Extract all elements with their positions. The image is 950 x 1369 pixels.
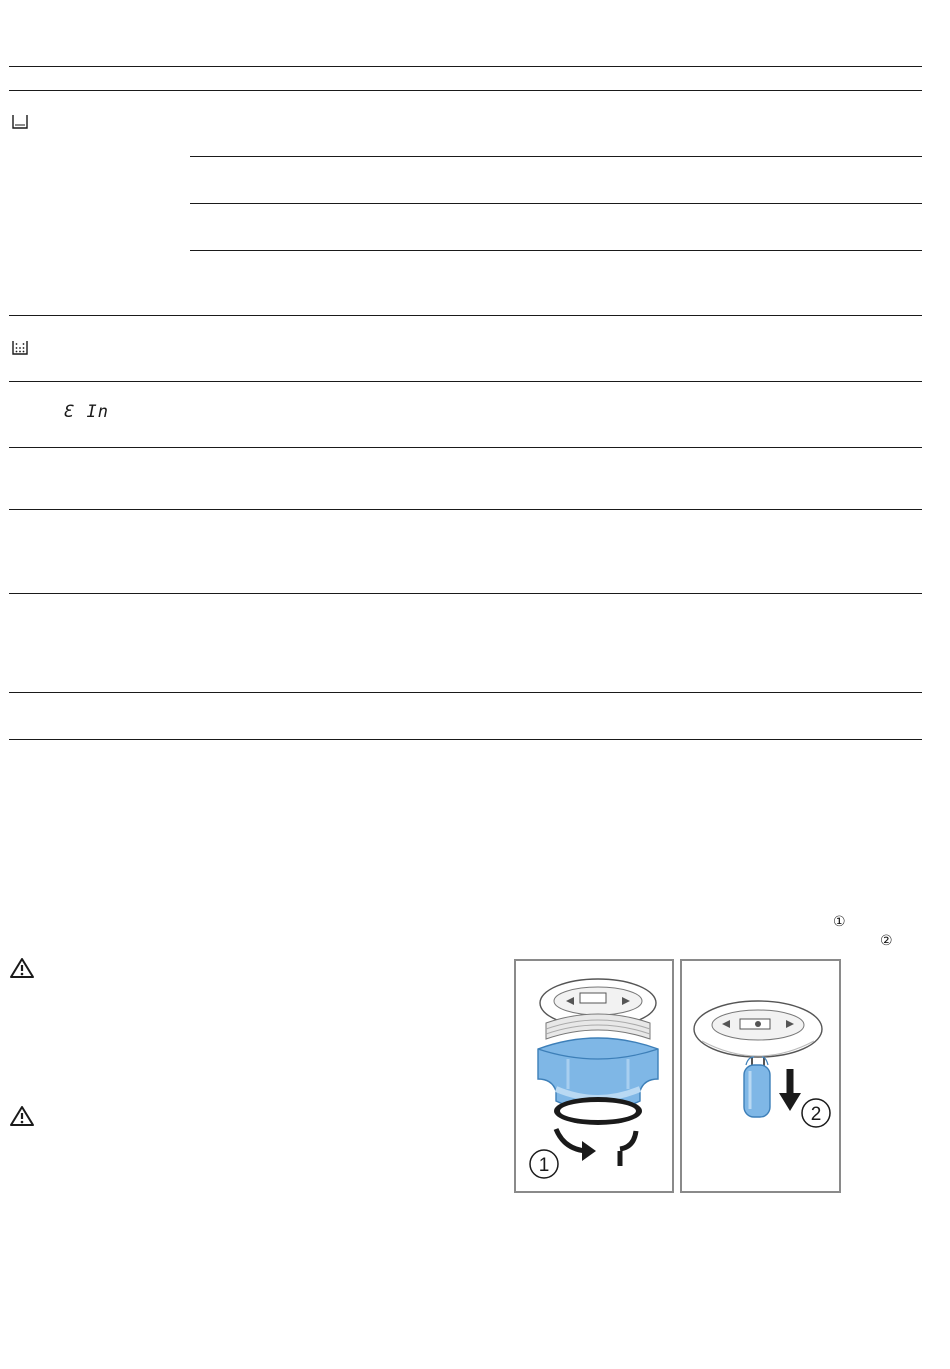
figure-panel-pull-bulb — [680, 959, 841, 1193]
table-subrow-rule — [190, 250, 922, 251]
table-header-rule — [9, 90, 922, 91]
table-row-rule — [9, 509, 922, 510]
lamp-cover-unscrew-icon — [516, 961, 672, 1191]
table-row-rule — [9, 447, 922, 448]
water-tank-scale-icon — [11, 339, 29, 356]
warning-triangle-icon — [9, 1105, 35, 1127]
step-label-1: 1 — [538, 1155, 550, 1176]
halogen-bulb-pull-icon — [682, 961, 839, 1191]
figure-panel-unscrew — [514, 959, 674, 1193]
table-subrow-rule — [190, 156, 922, 157]
step-marker-2: ② — [880, 933, 893, 949]
table-row-rule — [9, 315, 922, 316]
step-label-2: 2 — [810, 1104, 822, 1125]
table-bottom-rule — [9, 739, 922, 740]
table-subrow-rule — [190, 203, 922, 204]
table-row-rule — [9, 381, 922, 382]
table-row-rule — [9, 692, 922, 693]
warning-triangle-icon — [9, 957, 35, 979]
display-code: Ɛ In — [64, 402, 109, 422]
table-top-rule — [9, 66, 922, 67]
table-row-rule — [9, 593, 922, 594]
water-tank-empty-icon — [11, 113, 29, 130]
step-marker-1: ① — [833, 914, 846, 930]
